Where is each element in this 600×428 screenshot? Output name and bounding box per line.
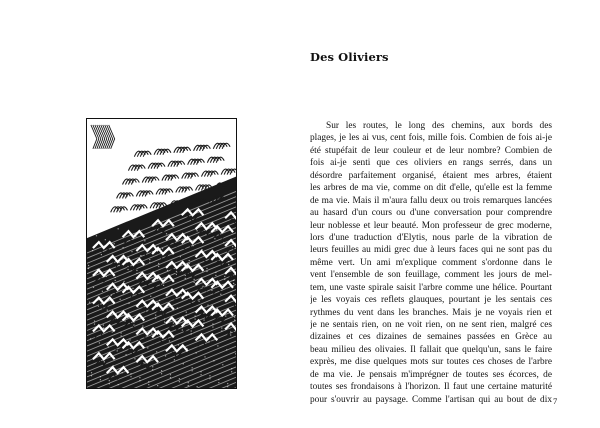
- text-line: vent l'ensemble de son feuillage, comment les jours de mel-: [310, 270, 552, 281]
- text-line: les arbres de ma vie, comme on dit d'elle, qu'elle est la femme: [310, 183, 552, 194]
- text-line: toutes ses frondaisons à l'horizon. Il faut une certaine maturité: [310, 382, 552, 393]
- text-line: même vert. Un ami m'explique comment s'ordonne dans le: [310, 257, 552, 268]
- text-line: leurs feuilles au midi grec due à leurs faces qui ne sont pas du: [310, 245, 552, 256]
- text-line: au hasard d'un cours ou d'une conversation pour comprendre: [310, 208, 552, 219]
- text-line: fois ai-je senti que ces oliviers en rangs serrés, dans un: [310, 158, 552, 169]
- text-line: lors d'une traduction d'Elytis, nous parle de la vibration de: [310, 232, 552, 243]
- text-line: de ma vie. Mais il m'aura fallu deux ou trois remarques lancées: [310, 195, 552, 206]
- olive-grove-woodcut-icon: [86, 118, 237, 389]
- text-line: pour s'ouvrir au paysage. Comme l'artisan qui au bout de dix: [310, 394, 552, 405]
- text-line: plages, je les ai vus, cent fois, mille fois. Combien de fois ai-je: [310, 133, 552, 144]
- text-line: désordre parfaitement organisé, étaient mes arbres, étaient: [310, 170, 552, 181]
- text-line: je ne sentais rien, on ne voit rien, on ne sent rien, malgré ces: [310, 320, 552, 330]
- chapter-title: Des Oliviers: [310, 50, 389, 64]
- text-line: leur noblesse et leur beauté. Mon professeur de grec moderne,: [310, 220, 552, 231]
- text-line: je les voyais ces reflets glauques, pourtant je les sentais ces: [310, 295, 552, 306]
- chapter-body-text: [310, 120, 552, 406]
- text-line: rythmes du vent dans les branches. Mais je ne voyais rien et: [310, 307, 552, 318]
- text-line: beau milieu des olivaies. Il fallait que quelqu'un, sans le faire: [310, 344, 552, 355]
- text-line: exprès, me dise quelques mots sur toutes ces choses de l'arbre: [310, 357, 552, 368]
- page-number: 7: [553, 396, 558, 406]
- text-line: été stupéfait de leur couleur et de leur nombre? Combien de: [310, 145, 552, 156]
- text-line: tem, une vaste spirale saisit l'arbre comme une hélice. Pourtant: [310, 282, 552, 293]
- text-line: de ma vie. Je pensais m'imprégner de toutes ses écorces, de: [310, 369, 552, 380]
- text-line: dizaines et ces dizaines de semaines passées en Grèce au: [310, 332, 552, 343]
- text-line: Sur les routes, le long des chemins, aux bords des: [326, 121, 552, 131]
